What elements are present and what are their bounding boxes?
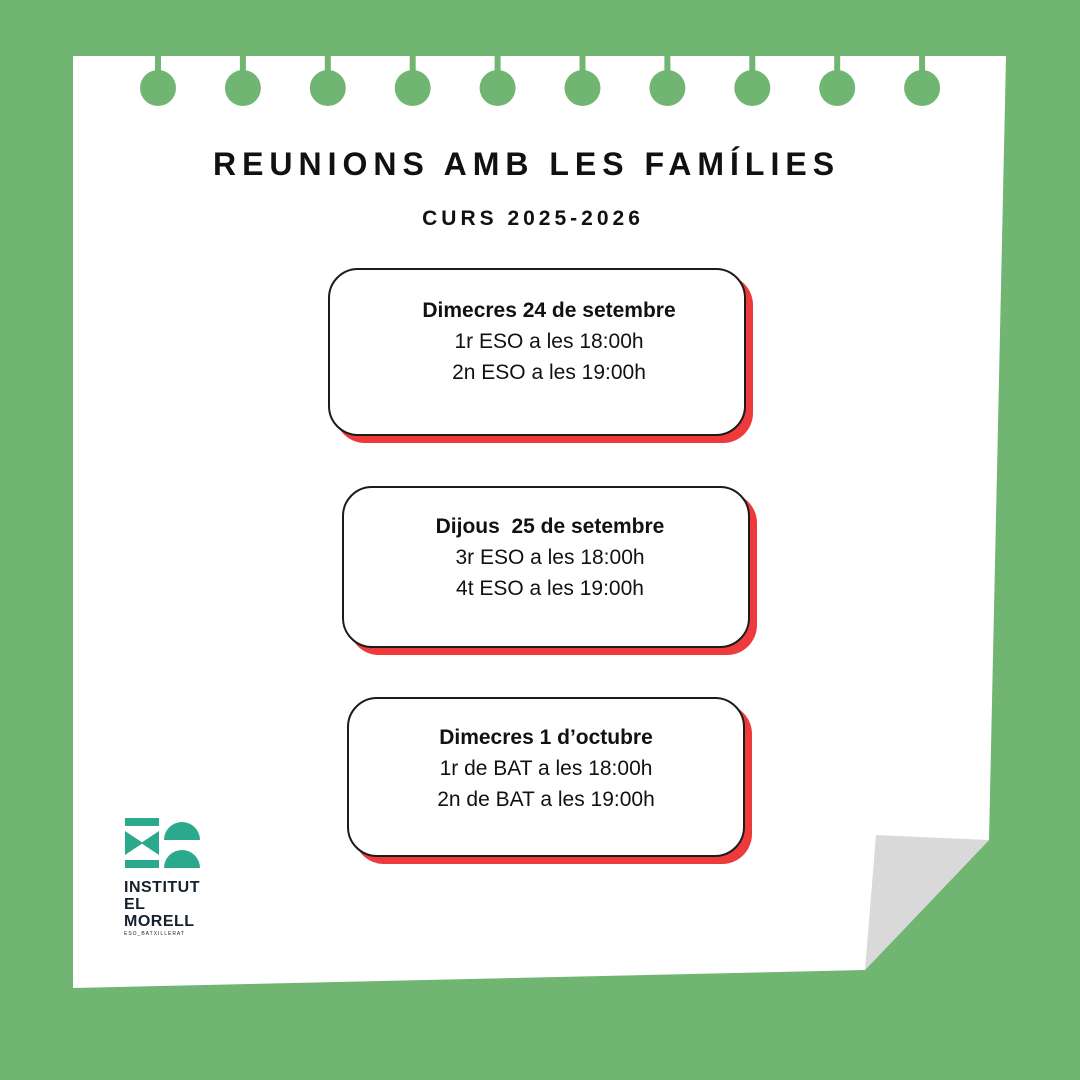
meeting-time: 1r ESO a les 18:00h xyxy=(454,330,644,353)
meeting-time: 2n de BAT a les 19:00h xyxy=(437,788,655,811)
meeting-card xyxy=(328,268,746,436)
logo-tagline: ESO_BATXILLERAT xyxy=(124,931,185,937)
meeting-day: Dimecres 24 de setembre xyxy=(422,299,676,322)
meeting-time: 3r ESO a les 18:00h xyxy=(455,546,645,569)
institut-el-morell-logo-icon xyxy=(124,818,200,874)
meeting-time: 4t ESO a les 19:00h xyxy=(456,577,644,600)
logo-name-line-2: EL MORELL xyxy=(124,896,195,930)
logo-name-line-1: INSTITUT xyxy=(124,879,200,896)
page-title: REUNIONS AMB LES FAMÍLIES xyxy=(212,146,841,182)
meeting-day: Dijous 25 de setembre xyxy=(435,515,665,538)
meeting-time: 1r de BAT a les 18:00h xyxy=(439,757,653,780)
school-logo xyxy=(124,818,204,937)
meeting-time: 2n ESO a les 19:00h xyxy=(452,361,646,384)
meeting-card xyxy=(342,486,750,648)
page-curl-icon xyxy=(865,835,989,970)
meeting-card xyxy=(347,697,745,857)
page-subtitle: CURS 2025-2026 xyxy=(422,207,644,230)
meeting-day: Dimecres 1 d’octubre xyxy=(439,726,653,749)
